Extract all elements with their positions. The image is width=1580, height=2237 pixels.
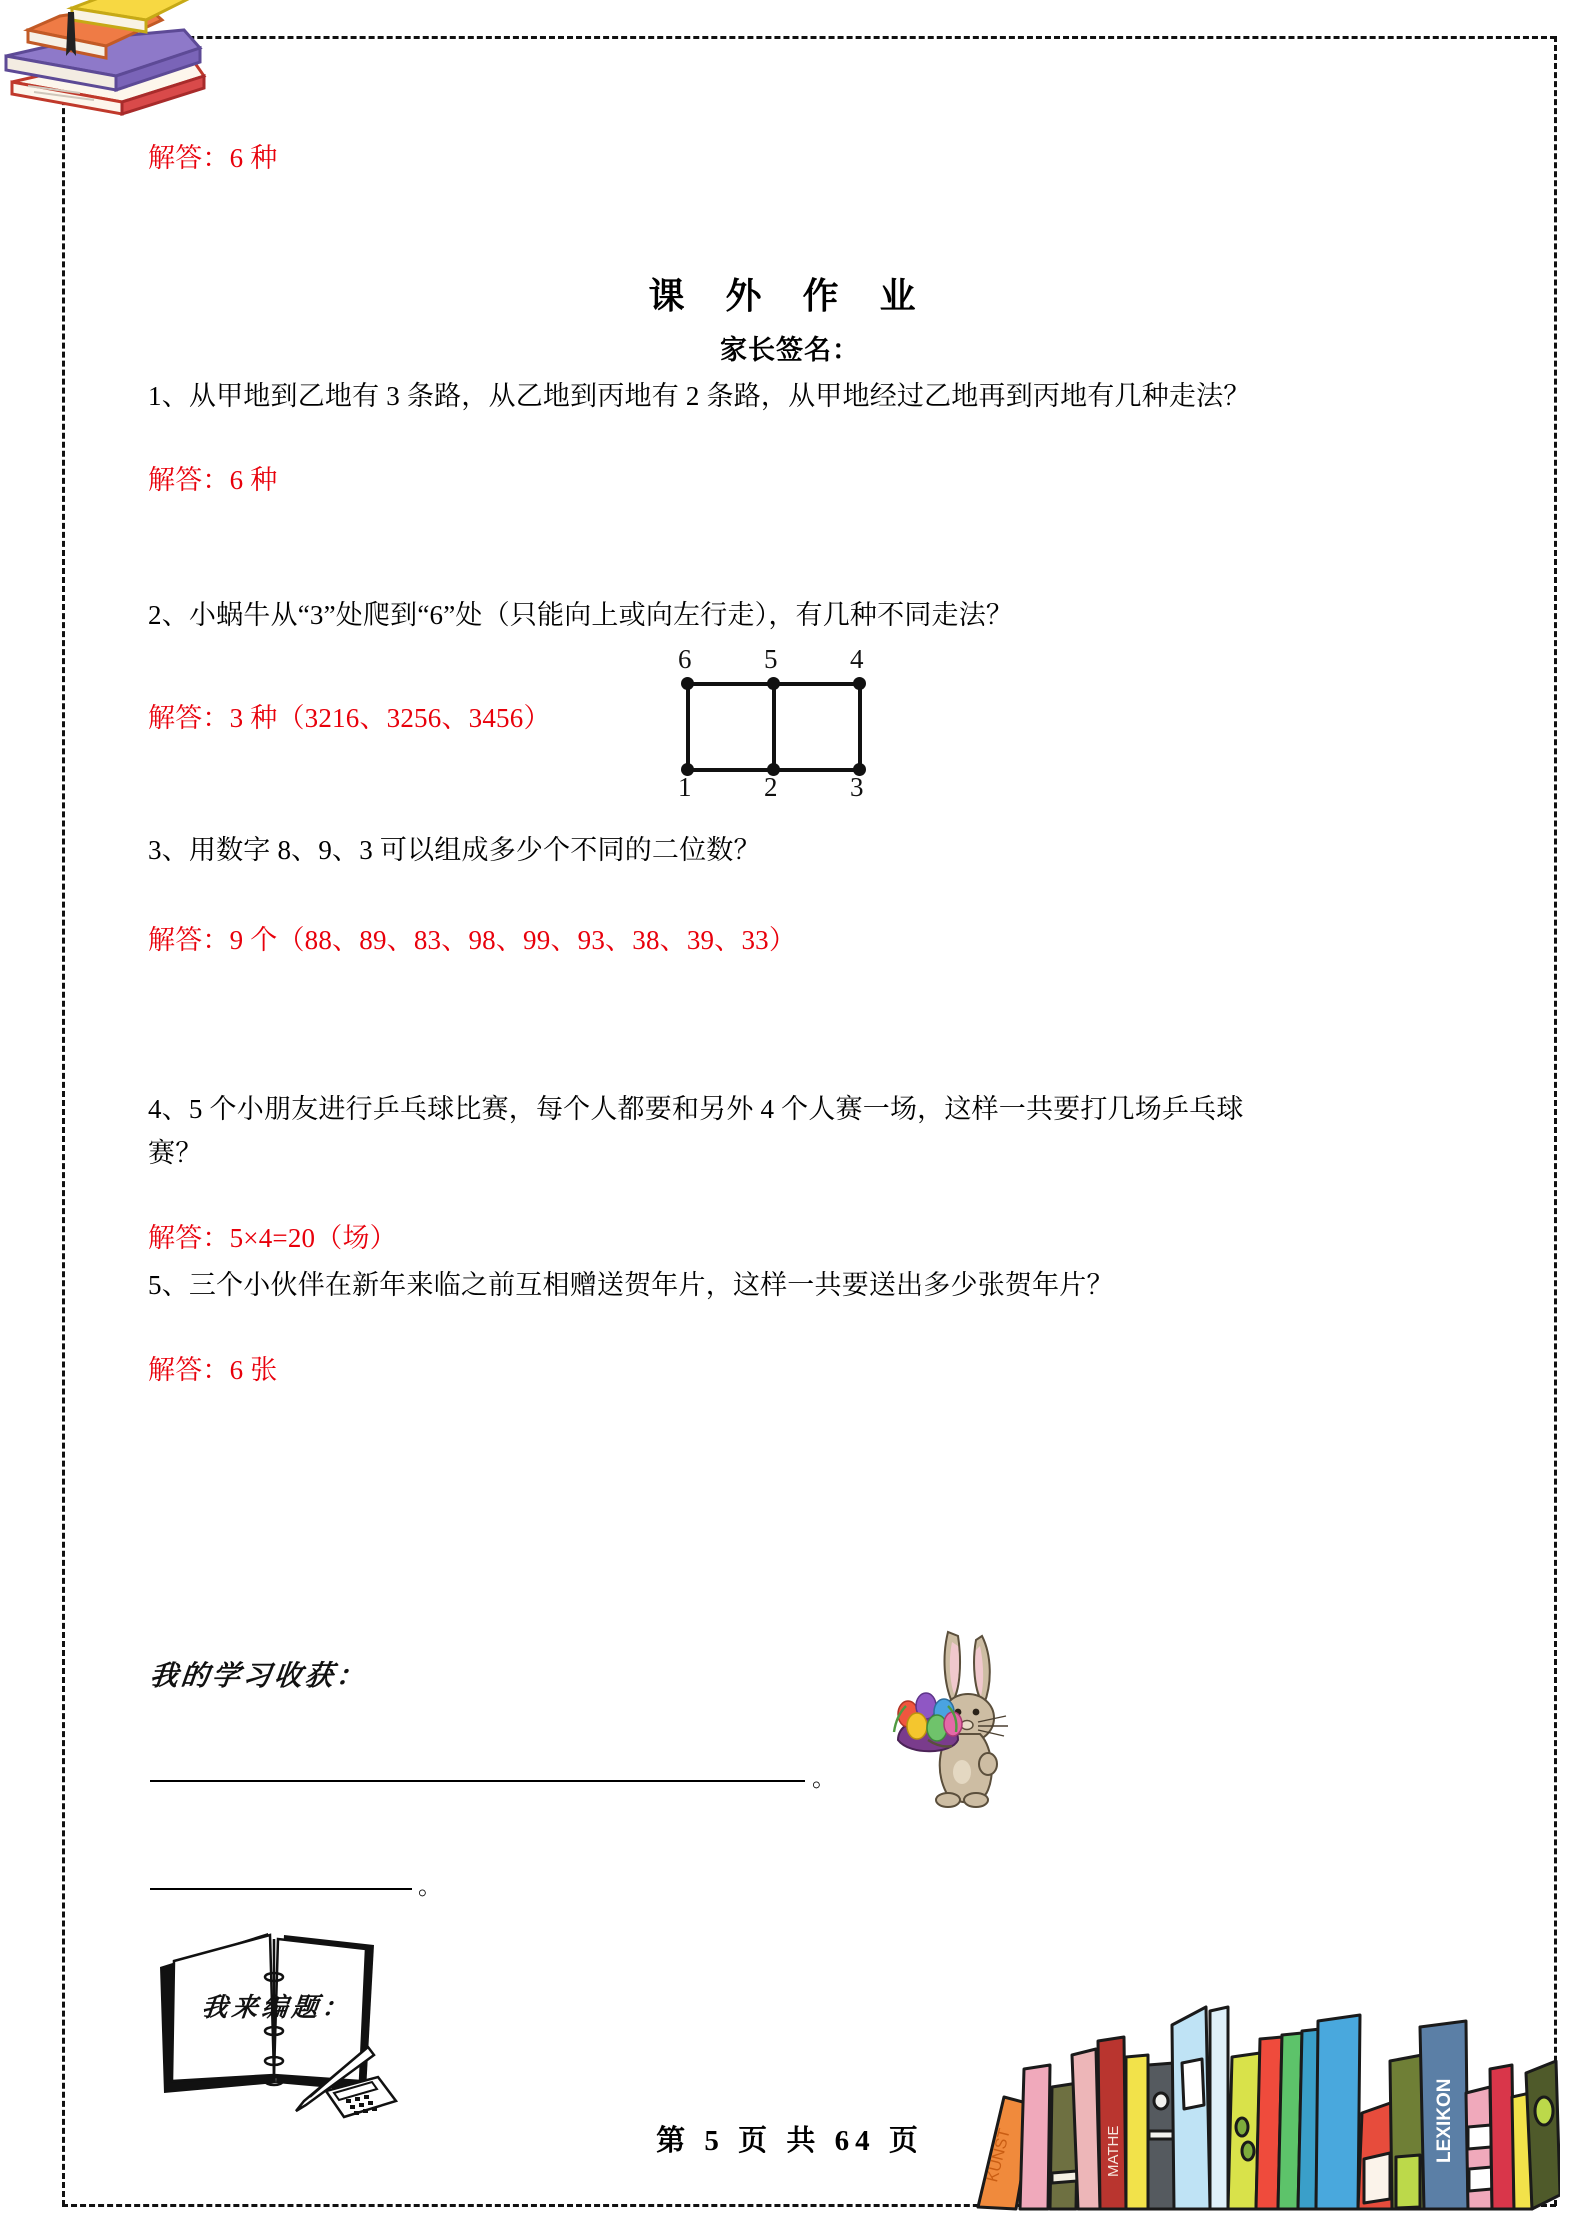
grid-label-top-2: 4 bbox=[850, 644, 864, 674]
grid-label-bottom-0: 1 bbox=[678, 772, 692, 802]
svg-text:LEXIKON: LEXIKON bbox=[1434, 2078, 1455, 2163]
question-3-text: 3、用数字 8、9、3 可以组成多少个不同的二位数？ bbox=[148, 835, 761, 865]
notebook-label: 我来编题： bbox=[200, 1993, 354, 2023]
grid-label-top-0: 6 bbox=[678, 644, 692, 674]
grid-node-4 bbox=[853, 677, 866, 690]
svg-text:MATHE: MATHE bbox=[1105, 2125, 1122, 2177]
reflection-line-1-period: 。 bbox=[812, 1766, 836, 1792]
page-footer: 第 5 页 共 64 页 bbox=[656, 2125, 924, 2157]
question-2-text: 2、小蜗牛从“3”处爬到“6”处（只能向上或向左行走），有几种不同走法？ bbox=[148, 600, 1014, 630]
grid-label-bottom-1: 2 bbox=[764, 772, 778, 802]
top-answer-text: 解答：6 种 bbox=[148, 143, 278, 173]
svg-text:KUNST: KUNST bbox=[984, 2127, 1014, 2184]
parent-signature-label: 家长签名： bbox=[720, 335, 860, 365]
notebook-illustration bbox=[150, 1905, 440, 2125]
grid-node-6 bbox=[681, 677, 694, 690]
grid-label-top-1: 5 bbox=[764, 644, 778, 674]
question-5-text: 5、三个小伙伴在新年来临之前互相赠送贺年片，这样一共要送出多少张贺年片？ bbox=[148, 1270, 1114, 1300]
question-5-answer: 解答：6 张 bbox=[148, 1355, 278, 1385]
page-border-top bbox=[62, 36, 1556, 39]
question-2-answer: 解答：3 种（3216、3256、3456） bbox=[148, 703, 551, 733]
snail-path-grid-diagram bbox=[678, 644, 870, 802]
grid-line-middle bbox=[772, 682, 776, 772]
question-4-answer: 解答：5×4=20（场） bbox=[148, 1223, 397, 1253]
reflection-write-line-2[interactable] bbox=[150, 1888, 412, 1890]
reflection-line-2-period: 。 bbox=[418, 1874, 442, 1900]
reflection-heading: 我的学习收获： bbox=[148, 1659, 369, 1692]
rabbit-with-easter-eggs-illustration bbox=[890, 1622, 1040, 1812]
grid-line-left bbox=[686, 682, 690, 772]
page-title: 课 外 作 业 bbox=[648, 276, 932, 316]
grid-line-right bbox=[858, 682, 862, 772]
reflection-write-line-1[interactable] bbox=[150, 1780, 805, 1782]
question-1-answer: 解答：6 种 bbox=[148, 465, 278, 495]
bookshelf-illustration bbox=[960, 1945, 1560, 2215]
grid-node-5 bbox=[767, 677, 780, 690]
question-3-answer: 解答：9 个（88、89、83、98、99、93、38、39、33） bbox=[148, 925, 797, 955]
question-4-text: 4、5 个小朋友进行乒乓球比赛，每个人都要和另外 4 个人赛一场，这样一共要打几场乒乓球赛？ bbox=[148, 1094, 1244, 1168]
grid-label-bottom-2: 3 bbox=[850, 772, 864, 802]
question-1-text: 1、从甲地到乙地有 3 条路，从乙地到丙地有 2 条路，从甲地经过乙地再到丙地有几种走法？ bbox=[148, 381, 1251, 411]
books-stack-illustration bbox=[0, 0, 224, 120]
